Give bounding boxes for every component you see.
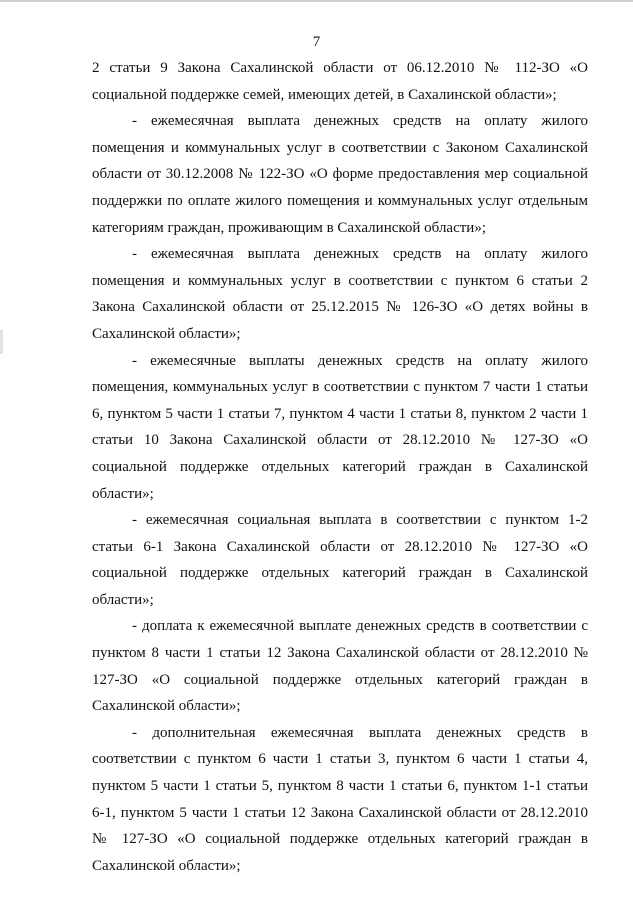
page-top-edge xyxy=(0,0,633,2)
paragraph-list-item: - ежемесячная выплата денежных средств на оплату жилого помещения и коммунальных услуг в соответствии с пунктом 6 статьи 2 Закона Сахалинской области от 25.12.2015 № 126-ЗО «О детях войны в Сахалинской области»; xyxy=(92,246,588,342)
page-number: 7 xyxy=(312,34,321,50)
paragraph-list-item: - доплата к ежемесячной выплате денежных средств в соответствии с пунктом 8 части 1 статьи 12 Закона Сахалинской области от 28.12.2010 № 127-ЗО «О социальной поддержке отдельных категорий граждан в Сахалинской области»; xyxy=(92,618,588,715)
scan-edge-mark xyxy=(0,330,3,354)
paragraph-list-item: - ежемесячная социальная выплата в соответствии с пунктом 1-2 статьи 6-1 Закона Сахалинской области от 28.12.2010 № 127-ЗО «О социальной поддержке отдельных категорий граждан в Сахалинской области»; xyxy=(92,512,588,608)
document-body xyxy=(92,55,588,879)
paragraph-continuation: 2 статьи 9 Закона Сахалинской области от 06.12.2010 № 112-ЗО «О социальной поддержке семей, имеющих детей, в Сахалинской области»; xyxy=(92,60,588,103)
paragraph-list-item: - ежемесячная выплата денежных средств на оплату жилого помещения и коммунальных услуг в соответствии с Законом Сахалинской области от 30.12.2008 № 122-ЗО «О форме предоставления мер социальной поддержки по оплате жилого помещения и коммунальных услуг отдельным категориям граждан, проживающим в Сахалинской области»; xyxy=(92,113,588,236)
paragraph-list-item: - дополнительная ежемесячная выплата денежных средств в соответствии с пунктом 6 части 1 статьи 3, пунктом 6 части 1 статьи 4, пунктом 5 части 1 статьи 5, пунктом 8 части 1 статьи 6, пунктом 1-1 статьи 6-1, пунктом 5 части 1 статьи 12 Закона Сахалинской области от 28.12.2010 № 127-ЗО «О социальной поддержке отдельных категорий граждан в Сахалинской области»; xyxy=(92,724,588,874)
paragraph-list-item: - ежемесячные выплаты денежных средств на оплату жилого помещения, коммунальных услуг в соответствии с пунктом 7 части 1 статьи 6, пунктом 5 части 1 статьи 7, пунктом 4 части 1 статьи 8, пунктом 2 части 1 статьи 10 Закона Сахалинской области от 28.12.2010 № 127-ЗО «О социальной поддержке отдельных категорий граждан в Сахалинской области»; xyxy=(92,352,588,502)
